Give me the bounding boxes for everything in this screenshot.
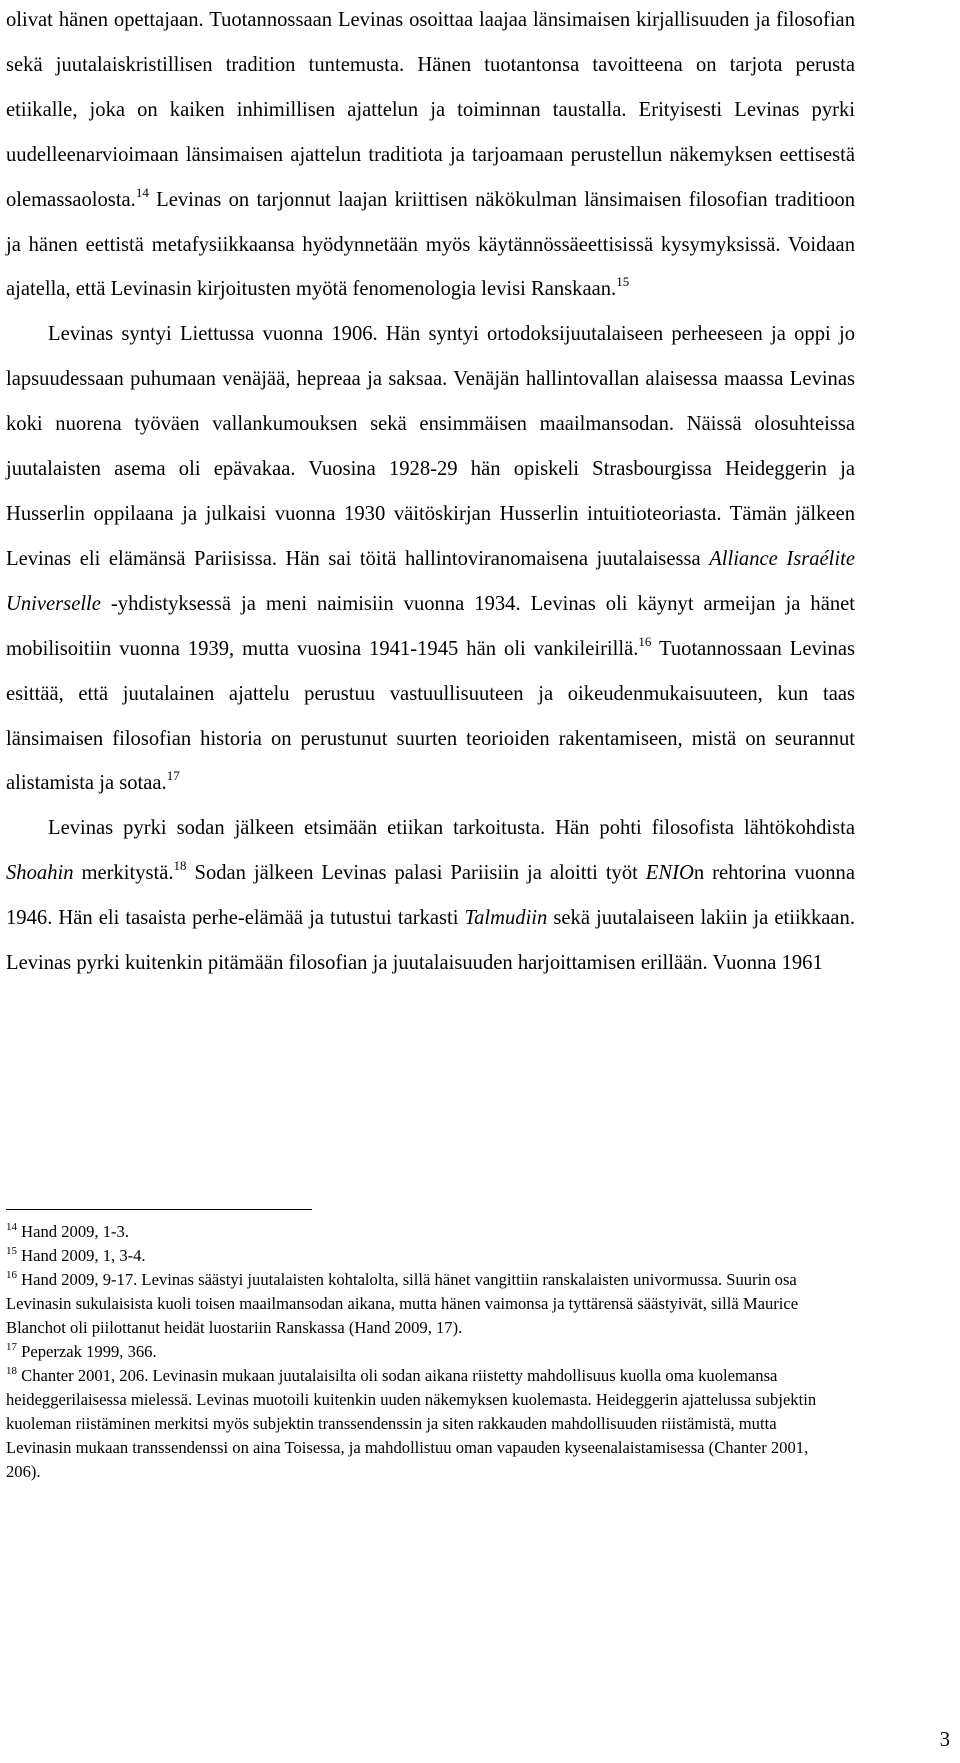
footnote-number: 16: [6, 1269, 17, 1281]
paragraph-1-rest: Levinas on tarjonnut laajan kriittisen näkökulman länsimaisen filosofian traditioon ja hänen eettistä metafysiikkaansa hyödynnetään myös käytännössäeettisissä kysymyksissä. Voidaan ajatella, että Levinasin kirjoitusten myötä fenomenologia levisi Ranskaan.: [6, 188, 855, 301]
page-number: 3: [939, 1729, 950, 1751]
footnote-ref-15[interactable]: 15: [616, 274, 630, 290]
paragraph-3-text-5: sekä juutalaiseen lakiin ja etiikkaan. Levinas pyrki kuitenkin pitämään filosofian ja juutalaisuuden harjoittamisen erillään. Vuonna 1961: [6, 907, 855, 975]
footnote-14: [6, 1220, 842, 1244]
footnote-text: Hand 2009, 1, 3-4.: [17, 1246, 146, 1265]
footnote-number: 17: [6, 1341, 17, 1353]
paragraph-3-text-3: Sodan jälkeen Levinas palasi Pariisiin ja aloitti työt: [186, 862, 646, 885]
paragraph-2-text-3: Tuotannossaan Levinas esittää, että juutalainen ajattelu perustuu vastuullisuuteen ja oikeudenmukaisuuteen, kun taas länsimaisen filosofian historia on perustunut suurten teorioiden rakentamiseen, mistä on seurannut alistamista ja sotaa.: [6, 637, 855, 795]
footnote-ref-18[interactable]: 18: [173, 858, 187, 874]
footnote-text: Hand 2009, 9-17. Levinas säästyi juutalaisten kohtalolta, sillä hänet vangittiin ranskalaisten univormussa. Suurin osa Levinasin sukulaisista kuoli toisen maailmansodan aikana, mutta hänen vaimonsa ja tyttärensä säästyivät, sillä Maurice Blanchot oli piilottanut heidät luostariin Ranskassa (Hand 2009, 17).: [6, 1270, 799, 1337]
body-text: [6, 0, 855, 986]
footnote-text: Peperzak 1999, 366.: [17, 1342, 157, 1361]
paragraph-3-text-1: Levinas pyrki sodan jälkeen etsimään etiikan tarkoitusta. Hän pohti filosofista lähtökohdista: [48, 817, 855, 840]
footnote-17: [6, 1340, 842, 1364]
footnote-number: 18: [6, 1365, 17, 1377]
paragraph-2-text-2: -yhdistyksessä ja meni naimisiin vuonna 1934. Levinas oli käynyt armeijan ja hänet mobilisoitiin vuonna 1939, mutta vuosina 1941-1945 hän oli vankileirillä.: [6, 592, 855, 660]
paragraph-3: [6, 806, 855, 986]
footnote-text: Hand 2009, 1-3.: [17, 1222, 129, 1241]
alliance-israelite-universelle: Alliance Israélite Universelle: [6, 547, 855, 615]
footnote-separator: [6, 1209, 312, 1210]
paragraph-1-lead: olivat hänen opettajaan. Tuotannossaan Levinas osoittaa laajaa länsimaisen kirjallisuuden ja filosofian sekä juutalaiskristillisen tradition tuntemusta. Hänen tuotantonsa tavoitteena on tarjota perusta etiikalle, joka on kaiken inhimillisen ajattelun ja toiminnan taustalla. Erityisesti Levinas pyrki uudelleenarvioimaan länsimaisen ajattelun traditiota ja tarjoamaan perustellun näkemyksen eettisestä olemassaolosta.: [6, 9, 855, 211]
paragraph-3-text-2: merkitystä.: [73, 862, 174, 885]
footnote-ref-16[interactable]: 16: [638, 633, 652, 649]
enio-term: ENIO: [645, 862, 694, 885]
shoahin-term: Shoahin: [6, 862, 74, 885]
footnote-ref-17[interactable]: 17: [166, 768, 180, 784]
footnote-ref-14[interactable]: 14: [135, 184, 149, 200]
paragraph-1: [6, 0, 855, 312]
paragraph-2-text-1: Levinas syntyi Liettussa vuonna 1906. Hän syntyi ortodoksijuutalaiseen perheeseen ja oppi jo lapsuudessaan puhumaan venäjää, hepreaa ja saksaa. Venäjän hallintovallan alaisessa maassa Levinas koki nuorena työväen vallankumouksen sekä ensimmäisen maailmansodan. Näissä olosuhteissa juutalaisten asema oli epävakaa. Vuosina 1928-29 hän opiskeli Strasbourgissa Heideggerin ja Husserlin oppilaana ja julkaisi vuonna 1930 väitöskirjan Husserlin intuitioteoriasta. Tämän jälkeen Levinas eli elämänsä Pariisissa. Hän sai töitä hallintoviranomaisena juutalaisessa: [6, 323, 855, 570]
paragraph-3-text-4: n rehtorina vuonna 1946. Hän eli tasaista perhe-elämää ja tutustui tarkasti: [6, 862, 855, 930]
footnote-18: [6, 1364, 842, 1484]
footnote-text: Chanter 2001, 206. Levinasin mukaan juutalaisilta oli sodan aikana riistetty mahdollisuus kuolla oma kuolemansa heideggerilaisessa mielessä. Levinas muotoili kuitenkin uuden näkemyksen kuolemasta. Heideggerin ajattelussa subjektin kuoleman riistäminen merkitsi myös subjektin transsendenssin ja siten rakkauden mahdollisuuden riistämistä, mutta Levinasin mukaan transsendenssi on aina Toisessa, ja mahdollistuu oman vapauden kyseenalaistamisessa (Chanter 2001, 206).: [6, 1366, 817, 1481]
footnote-15: [6, 1244, 842, 1268]
footnote-number: 14: [6, 1221, 17, 1233]
talmudiin-term: Talmudiin: [464, 907, 548, 930]
footnote-16: [6, 1268, 842, 1340]
footnotes: [6, 1220, 842, 1484]
paragraph-2: [6, 312, 855, 806]
footnote-number: 15: [6, 1245, 17, 1257]
